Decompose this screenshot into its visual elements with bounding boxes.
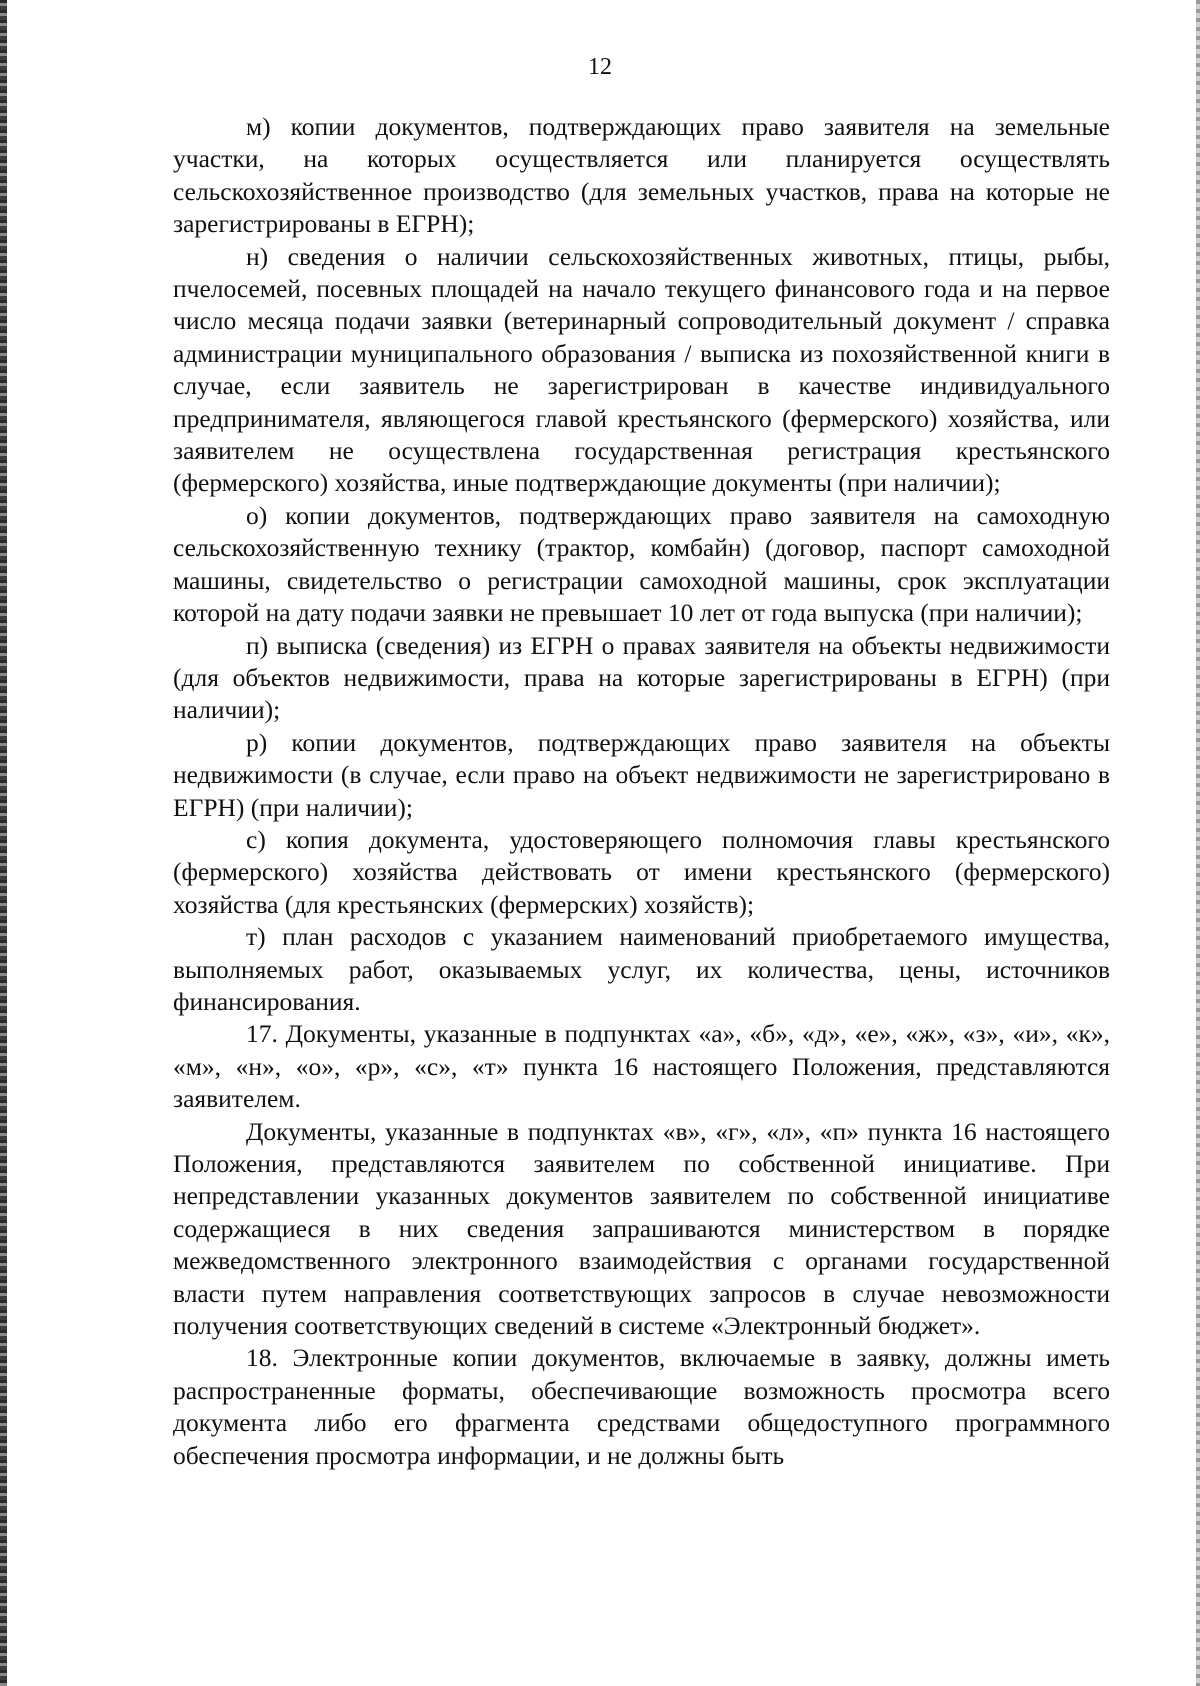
paragraph-m: м) копии документов, подтверждающих право заявителя на земельные участки, на которых осуществляется или планируется осуществлять сельскохозяйственное производство (для земельных участков, права на которые не зарегистрированы в ЕГРН);: [173, 112, 1110, 239]
paragraph-17: 17. Документы, указанные в подпунктах «а», «б», «д», «е», «ж», «з», «и», «к», «м», «н», «о», «р», «с», «т» пункта 16 настоящего Положения, представляются заявителем.: [173, 1019, 1110, 1114]
paragraph-s: с) копия документа, удостоверяющего полномочия главы крестьянского (фермерского) хозяйства действовать от имени крестьянского (фермерского) хозяйства (для крестьянских (фермерских) хозяйств);: [173, 824, 1110, 919]
paragraph-o: о) копии документов, подтверждающих право заявителя на самоходную сельскохозяйственную технику (трактор, комбайн) (договор, паспорт самоходной машины, свидетельство о регистрации самоходной машины, срок эксплуатации которой на дату подачи заявки не превышает 10 лет от года выпуска (при наличии);: [173, 500, 1110, 628]
scan-border-left: [0, 0, 7, 1686]
scan-border-right: [1196, 0, 1200, 1686]
paragraph-18: 18. Электронные копии документов, включаемые в заявку, должны иметь распространенные форматы, обеспечивающие возможность просмотра всего документа либо его фрагмента средствами общедоступного программного обеспечения просмотра информации, и не должны быть: [173, 1343, 1110, 1470]
paragraph-r: р) копии документов, подтверждающих право заявителя на объекты недвижимости (в случае, если право на объект недвижимости не зарегистрировано в ЕГРН) (при наличии);: [173, 727, 1110, 822]
paragraph-17-continued: Документы, указанные в подпунктах «в», «г», «л», «п» пункта 16 настоящего Положения, представляются заявителем по собственной инициативе. При непредставлении указанных документов заявителем по собственной инициативе содержащиеся в них сведения запрашиваются министерством в порядке межведомственного электронного взаимодействия с органами государственной власти путем направления соответствующих запросов в случае невозможности получения соответствующих сведений в системе «Электронный бюджет».: [173, 1116, 1110, 1341]
paragraph-n: н) сведения о наличии сельскохозяйственных животных, птицы, рыбы, пчелосемей, посевных площадей на начало текущего финансового года и на первое число месяца подачи заявки (ветеринарный сопроводительный документ / справка администрации муниципального образования / выписка из похозяйственной книги в случае, если заявитель не зарегистрирован в качестве индивидуального предпринимателя, являющегося главой крестьянского (фермерского) хозяйства, или заявителем не осуществлена государственная регистрация крестьянского (фермерского) хозяйства, иные подтверждающие документы (при наличии);: [173, 241, 1110, 498]
page-number: 12: [588, 54, 612, 80]
paragraph-t: т) план расходов с указанием наименований приобретаемого имущества, выполняемых работ, оказываемых услуг, их количества, цены, источников финансирования.: [173, 922, 1110, 1016]
document-body: [173, 111, 1110, 1472]
paragraph-p: п) выписка (сведения) из ЕГРН о правах заявителя на объекты недвижимости (для объектов недвижимости, права на которые зарегистрированы в ЕГРН) (при наличии);: [173, 630, 1110, 725]
